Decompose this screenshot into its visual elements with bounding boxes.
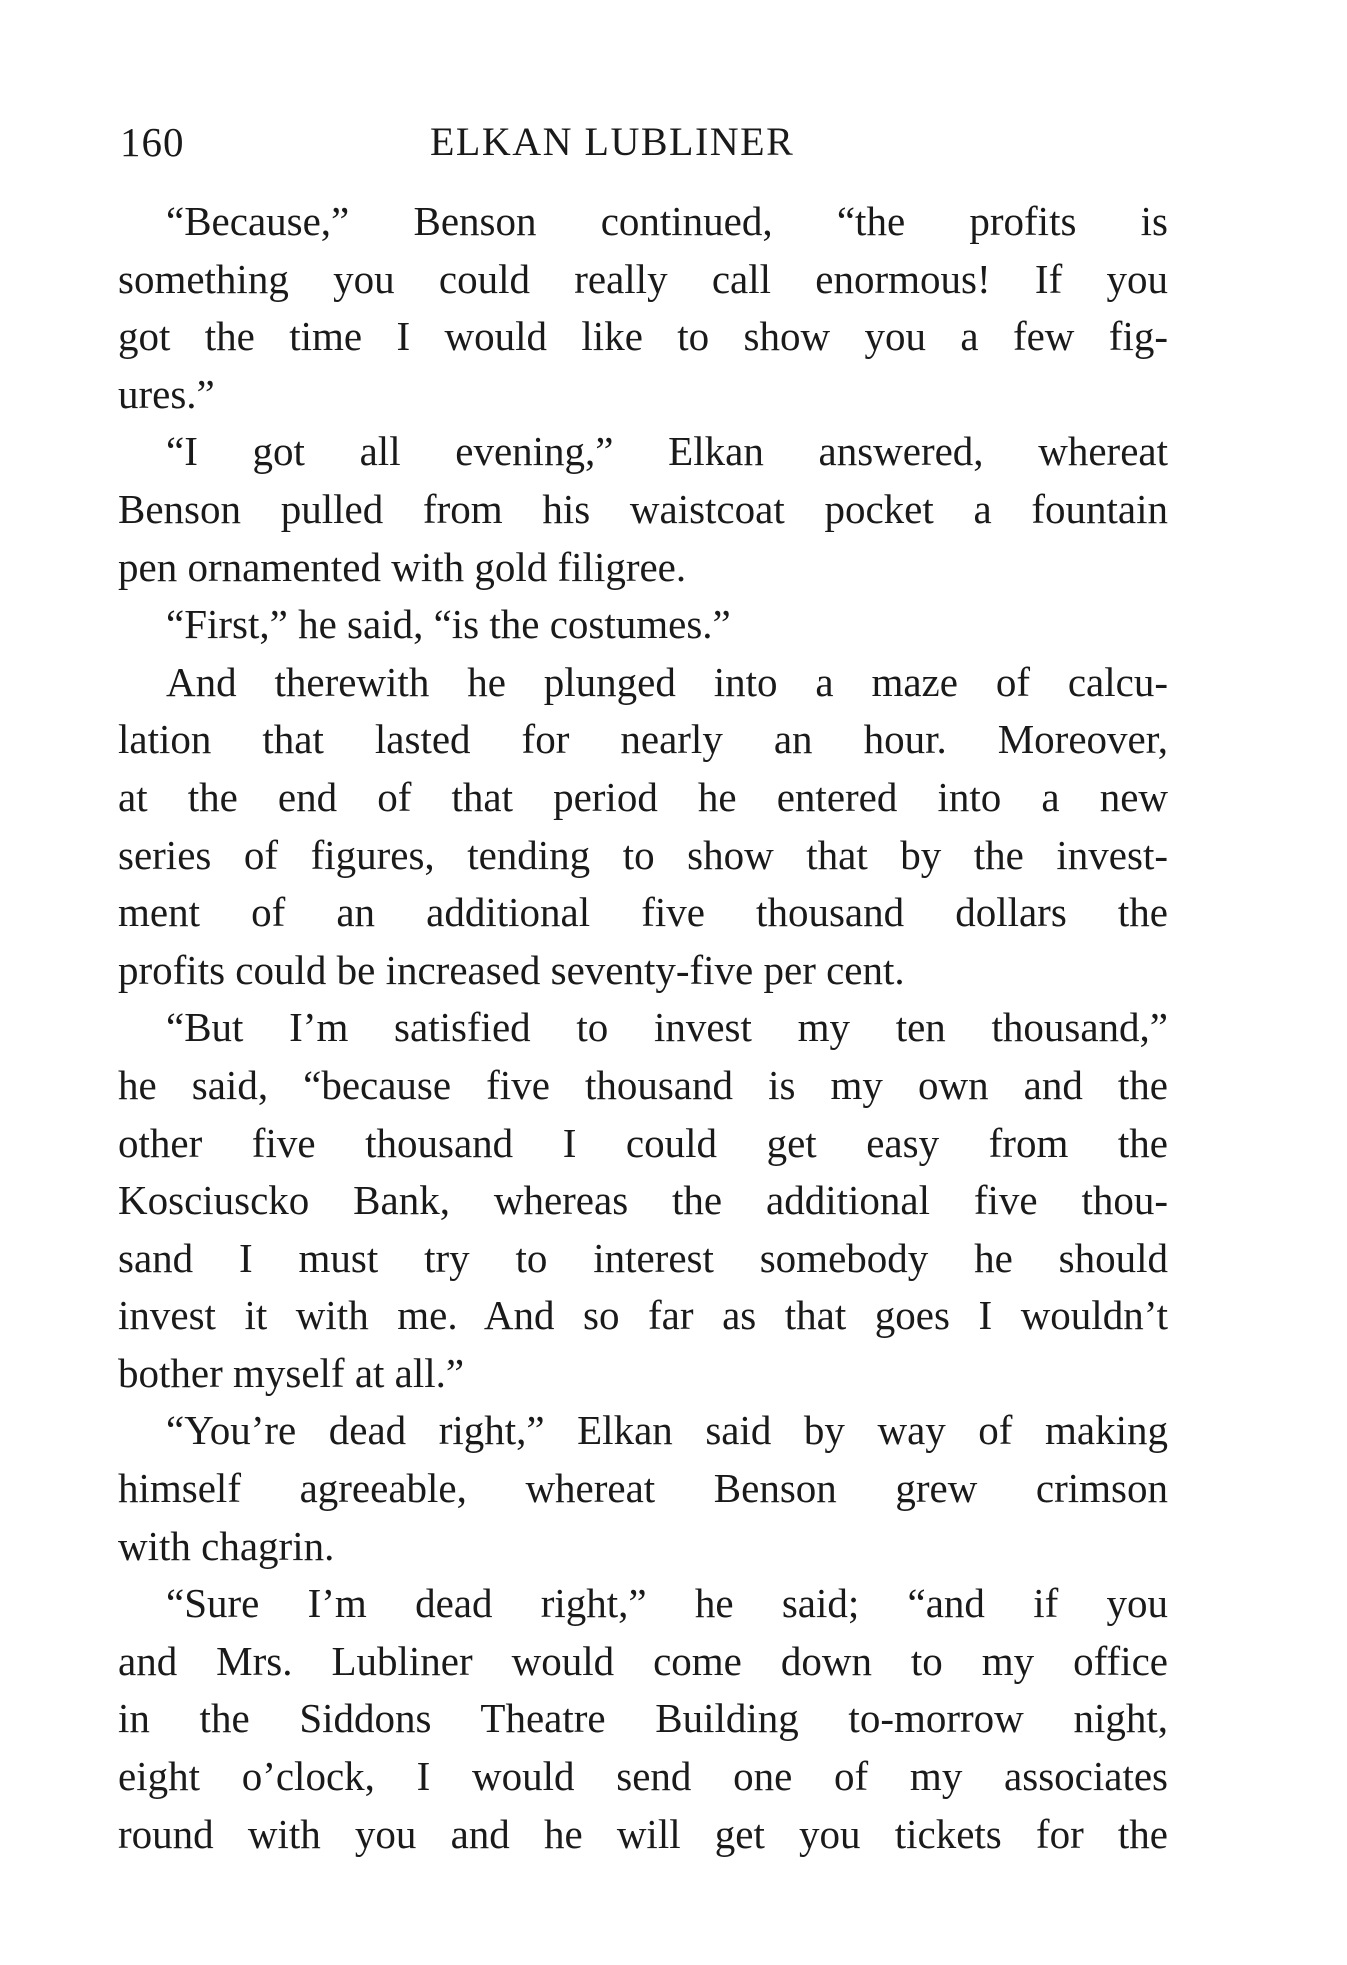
text-line: round with you and he will get you tickets for the <box>118 1810 1168 1857</box>
text-line: something you could really call enormous! If you <box>118 255 1168 302</box>
text-line: profits could be increased seventy-five per cent. <box>118 946 905 993</box>
text-line: ment of an additional five thousand dollars the <box>118 889 1168 936</box>
body-text <box>118 193 1168 1863</box>
running-title: ELKAN LUBLINER <box>430 119 795 164</box>
text-line: pen ornamented with gold filigree. <box>118 543 687 590</box>
text-line: himself agreeable, whereat Benson grew crimson <box>118 1465 1168 1512</box>
text-line: “Sure I’m dead right,” he said; “and if you <box>166 1580 1168 1627</box>
text-line: and Mrs. Lubliner would come down to my office <box>118 1637 1168 1684</box>
text-line: “But I’m satisfied to invest my ten thousand,” <box>166 1004 1168 1051</box>
text-line: at the end of that period he entered into a new <box>118 773 1168 820</box>
text-line: got the time I would like to show you a few fig- <box>118 313 1168 360</box>
text-line: “I got all evening,” Elkan answered, whereat <box>166 428 1168 475</box>
text-line: And therewith he plunged into a maze of calcu- <box>166 658 1168 705</box>
text-line: with chagrin. <box>118 1522 335 1569</box>
text-line: ures.” <box>118 370 215 417</box>
text-line: he said, “because five thousand is my own and the <box>118 1061 1168 1108</box>
page-header <box>120 118 1170 170</box>
text-line: “Because,” Benson continued, “the profits is <box>166 198 1168 244</box>
page-number: 160 <box>120 119 185 165</box>
text-line: in the Siddons Theatre Building to-morrow night, <box>118 1695 1168 1742</box>
text-line: “You’re dead right,” Elkan said by way of making <box>166 1407 1168 1454</box>
text-line: invest it with me. And so far as that goes I wouldn’t <box>118 1292 1168 1339</box>
text-line: lation that lasted for nearly an hour. Moreover, <box>118 716 1168 763</box>
text-line: Benson pulled from his waistcoat pocket a fountain <box>118 485 1168 532</box>
text-line: series of figures, tending to show that by the invest- <box>118 831 1168 878</box>
text-line: sand I must try to interest somebody he should <box>118 1234 1168 1281</box>
text-line: bother myself at all.” <box>118 1349 465 1396</box>
text-line: Kosciuscko Bank, whereas the additional five thou- <box>118 1177 1168 1224</box>
text-line: eight o’clock, I would send one of my associates <box>118 1753 1168 1800</box>
text-line: other five thousand I could get easy from the <box>118 1119 1168 1166</box>
text-line: “First,” he said, “is the costumes.” <box>166 601 731 648</box>
